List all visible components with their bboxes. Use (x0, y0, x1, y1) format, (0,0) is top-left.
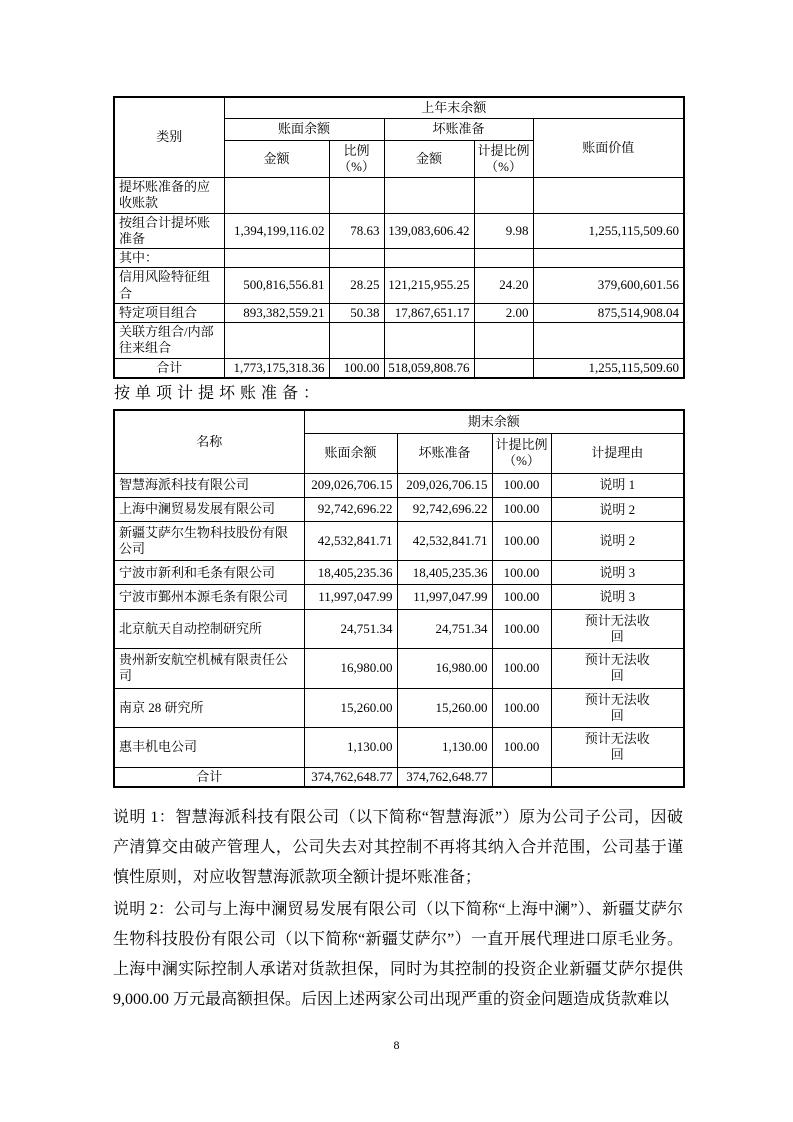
bad-debt-cell: 11,997,047.99 (397, 585, 492, 609)
name-cell: 贵州新安航空机械有限责任公司 (114, 649, 304, 689)
category-cell: 关联方组合/内部往来组合 (114, 323, 224, 359)
amount-cell (224, 249, 329, 268)
reason-cell (551, 497, 684, 521)
bad-debt-cell: 42,532,841.71 (397, 521, 492, 561)
ratio-cell: 28.25 (329, 268, 384, 304)
name-cell: 宁波市新利和毛条有限公司 (114, 561, 304, 585)
note-1: 说明 1：智慧海派科技有限公司（以下简称“智慧海派”）原为公司子公司，因破产清算交由破产管理人，公司失去对其控制不再将其纳入合并范围，公司基于谨慎性原则，对应收智慧海派款项全额计提坏账准备； (113, 808, 683, 886)
col-header-amount: 金额 (224, 140, 329, 178)
table-header-row (114, 410, 684, 434)
col-header-ratio: 比例（%） (329, 140, 384, 178)
ratio-cell: 100.00 (492, 521, 551, 561)
reason-text: 预计无法收回 (584, 612, 650, 644)
name-cell: 北京航天自动控制研究所 (114, 609, 304, 649)
table-row (114, 213, 684, 249)
col-header-book-balance: 账面余额 (304, 434, 397, 474)
reason-text: 说明 3 (599, 565, 636, 581)
category-cell: 信用风险特征组合 (114, 268, 224, 304)
amount-cell: 139,083,606.42 (384, 213, 474, 249)
ratio-cell: 100.00 (329, 358, 384, 378)
bad-debt-cell: 1,130.00 (397, 728, 492, 768)
amount-cell (384, 178, 474, 214)
amount-cell: 518,059,808.76 (384, 358, 474, 378)
table-row (114, 268, 684, 304)
ratio-cell: 9.98 (474, 213, 533, 249)
col-group-period-end-balance: 期末余额 (304, 410, 684, 434)
book-balance-cell: 92,742,696.22 (304, 497, 397, 521)
name-cell: 智慧海派科技有限公司 (114, 473, 304, 497)
bad-debt-cell: 209,026,706.15 (397, 473, 492, 497)
book-value-cell: 379,600,601.56 (533, 268, 684, 304)
reason-text: 说明 1 (599, 477, 636, 493)
reason-text: 说明 3 (599, 589, 636, 605)
col-header-bad-debt: 坏账准备 (397, 434, 492, 474)
reason-text: 预计无法收回 (584, 652, 650, 684)
ratio-cell (492, 767, 551, 787)
ratio-cell: 100.00 (492, 473, 551, 497)
col-header-provision-ratio: 计提比例（%） (492, 434, 551, 474)
table-row (114, 561, 684, 585)
page-content (113, 96, 683, 1017)
amount-cell: 1,773,175,318.36 (224, 358, 329, 378)
amount-cell (384, 323, 474, 359)
individual-provision-table (113, 409, 685, 788)
amount-cell (224, 323, 329, 359)
bad-debt-cell: 18,405,235.36 (397, 561, 492, 585)
name-cell: 新疆艾萨尔生物科技股份有限公司 (114, 521, 304, 561)
amount-cell: 893,382,559.21 (224, 303, 329, 322)
col-group-book-balance: 账面余额 (224, 119, 384, 140)
book-balance-cell: 16,980.00 (304, 649, 397, 689)
ratio-cell: 100.00 (492, 561, 551, 585)
ratio-cell: 78.63 (329, 213, 384, 249)
note-2: 说明 2：公司与上海中澜贸易发展有限公司（以下简称“上海中澜”）、新疆艾萨尔生物科技股份有限公司（以下简称“新疆艾萨尔”）一直开展代理进口原毛业务。上海中澜实际控制人承诺对货款担保，同时为其控制的投资企业新疆艾萨尔提供 9,000.00 万元最高额担保。后因上述两家公司出现严重的资金问题造成货款难以 (113, 900, 683, 1008)
col-header-amount: 金额 (384, 140, 474, 178)
col-group-bad-debt-provision: 坏账准备 (384, 119, 533, 140)
book-value-cell: 875,514,908.04 (533, 303, 684, 322)
col-header-provision-ratio: 计提比例（%） (474, 140, 533, 178)
category-cell: 其中： (114, 249, 224, 268)
name-cell: 合计 (114, 767, 304, 787)
name-cell: 惠丰机电公司 (114, 728, 304, 768)
ratio-cell: 2.00 (474, 303, 533, 322)
ratio-cell (474, 178, 533, 214)
reason-text: 说明 2 (599, 533, 636, 549)
ratio-cell (474, 249, 533, 268)
ratio-cell: 50.38 (329, 303, 384, 322)
ratio-cell: 100.00 (492, 728, 551, 768)
book-balance-cell: 11,997,047.99 (304, 585, 397, 609)
book-balance-cell: 24,751.34 (304, 609, 397, 649)
bad-debt-cell: 24,751.34 (397, 609, 492, 649)
book-balance-cell: 18,405,235.36 (304, 561, 397, 585)
col-group-prior-year-balance: 上年末余额 (224, 97, 684, 119)
book-balance-cell: 15,260.00 (304, 688, 397, 728)
name-cell: 宁波市鄞州本源毛条有限公司 (114, 585, 304, 609)
amount-cell (384, 249, 474, 268)
bad-debt-cell: 16,980.00 (397, 649, 492, 689)
category-cell: 提坏账准备的应收账款 (114, 178, 224, 214)
book-balance-cell: 374,762,648.77 (304, 767, 397, 787)
ratio-cell: 24.20 (474, 268, 533, 304)
col-header-provision-reason: 计提理由 (551, 434, 684, 474)
category-cell: 特定项目组合 (114, 303, 224, 322)
ratio-cell: 100.00 (492, 609, 551, 649)
reason-cell (551, 688, 684, 728)
table-row (114, 249, 684, 268)
table-row (114, 609, 684, 649)
ratio-cell (474, 323, 533, 359)
ratio-cell (474, 358, 533, 378)
book-value-cell: 1,255,115,509.60 (533, 213, 684, 249)
amount-cell: 121,215,955.25 (384, 268, 474, 304)
ratio-cell: 100.00 (492, 585, 551, 609)
bad-debt-cell: 15,260.00 (397, 688, 492, 728)
book-balance-cell: 42,532,841.71 (304, 521, 397, 561)
reason-cell (551, 767, 684, 787)
reason-cell (551, 473, 684, 497)
table-row (114, 521, 684, 561)
reason-text: 预计无法收回 (584, 731, 650, 763)
book-value-cell (533, 178, 684, 214)
table-row (114, 473, 684, 497)
reason-text: 说明 2 (599, 501, 636, 517)
table-header-row (114, 97, 684, 119)
name-cell: 上海中澜贸易发展有限公司 (114, 497, 304, 521)
col-header-category: 类别 (114, 97, 224, 178)
ratio-cell: 100.00 (492, 688, 551, 728)
bad-debt-cell: 374,762,648.77 (397, 767, 492, 787)
category-cell: 按组合计提坏账准备 (114, 213, 224, 249)
reason-cell (551, 728, 684, 768)
col-header-book-value: 账面价值 (533, 119, 684, 178)
provision-by-portfolio-table (113, 96, 685, 379)
page-number: 8 (393, 1038, 400, 1052)
table-total-row (114, 358, 684, 378)
amount-cell: 500,816,556.81 (224, 268, 329, 304)
category-cell: 合计 (114, 358, 224, 378)
book-value-cell: 1,255,115,509.60 (533, 358, 684, 378)
table-row (114, 649, 684, 689)
reason-cell (551, 609, 684, 649)
reason-cell (551, 585, 684, 609)
table-row (114, 323, 684, 359)
book-value-cell (533, 323, 684, 359)
notes-section (113, 803, 683, 1015)
name-cell: 南京 28 研究所 (114, 688, 304, 728)
section-caption: 按单项计提坏账准备： (114, 384, 325, 402)
table-total-row (114, 767, 684, 787)
bad-debt-cell: 92,742,696.22 (397, 497, 492, 521)
ratio-cell: 100.00 (492, 649, 551, 689)
table-row (114, 497, 684, 521)
table-row (114, 688, 684, 728)
table-row (114, 728, 684, 768)
book-balance-cell: 209,026,706.15 (304, 473, 397, 497)
col-header-name: 名称 (114, 410, 304, 473)
ratio-cell (329, 249, 384, 268)
ratio-cell (329, 178, 384, 214)
table-row (114, 585, 684, 609)
ratio-cell: 100.00 (492, 497, 551, 521)
amount-cell: 17,867,651.17 (384, 303, 474, 322)
reason-cell (551, 649, 684, 689)
book-balance-cell: 1,130.00 (304, 728, 397, 768)
ratio-cell (329, 323, 384, 359)
book-value-cell (533, 249, 684, 268)
reason-text: 预计无法收回 (584, 691, 650, 723)
reason-cell (551, 561, 684, 585)
amount-cell (224, 178, 329, 214)
table-row (114, 178, 684, 214)
table-row (114, 303, 684, 322)
amount-cell: 1,394,199,116.02 (224, 213, 329, 249)
reason-cell (551, 521, 684, 561)
